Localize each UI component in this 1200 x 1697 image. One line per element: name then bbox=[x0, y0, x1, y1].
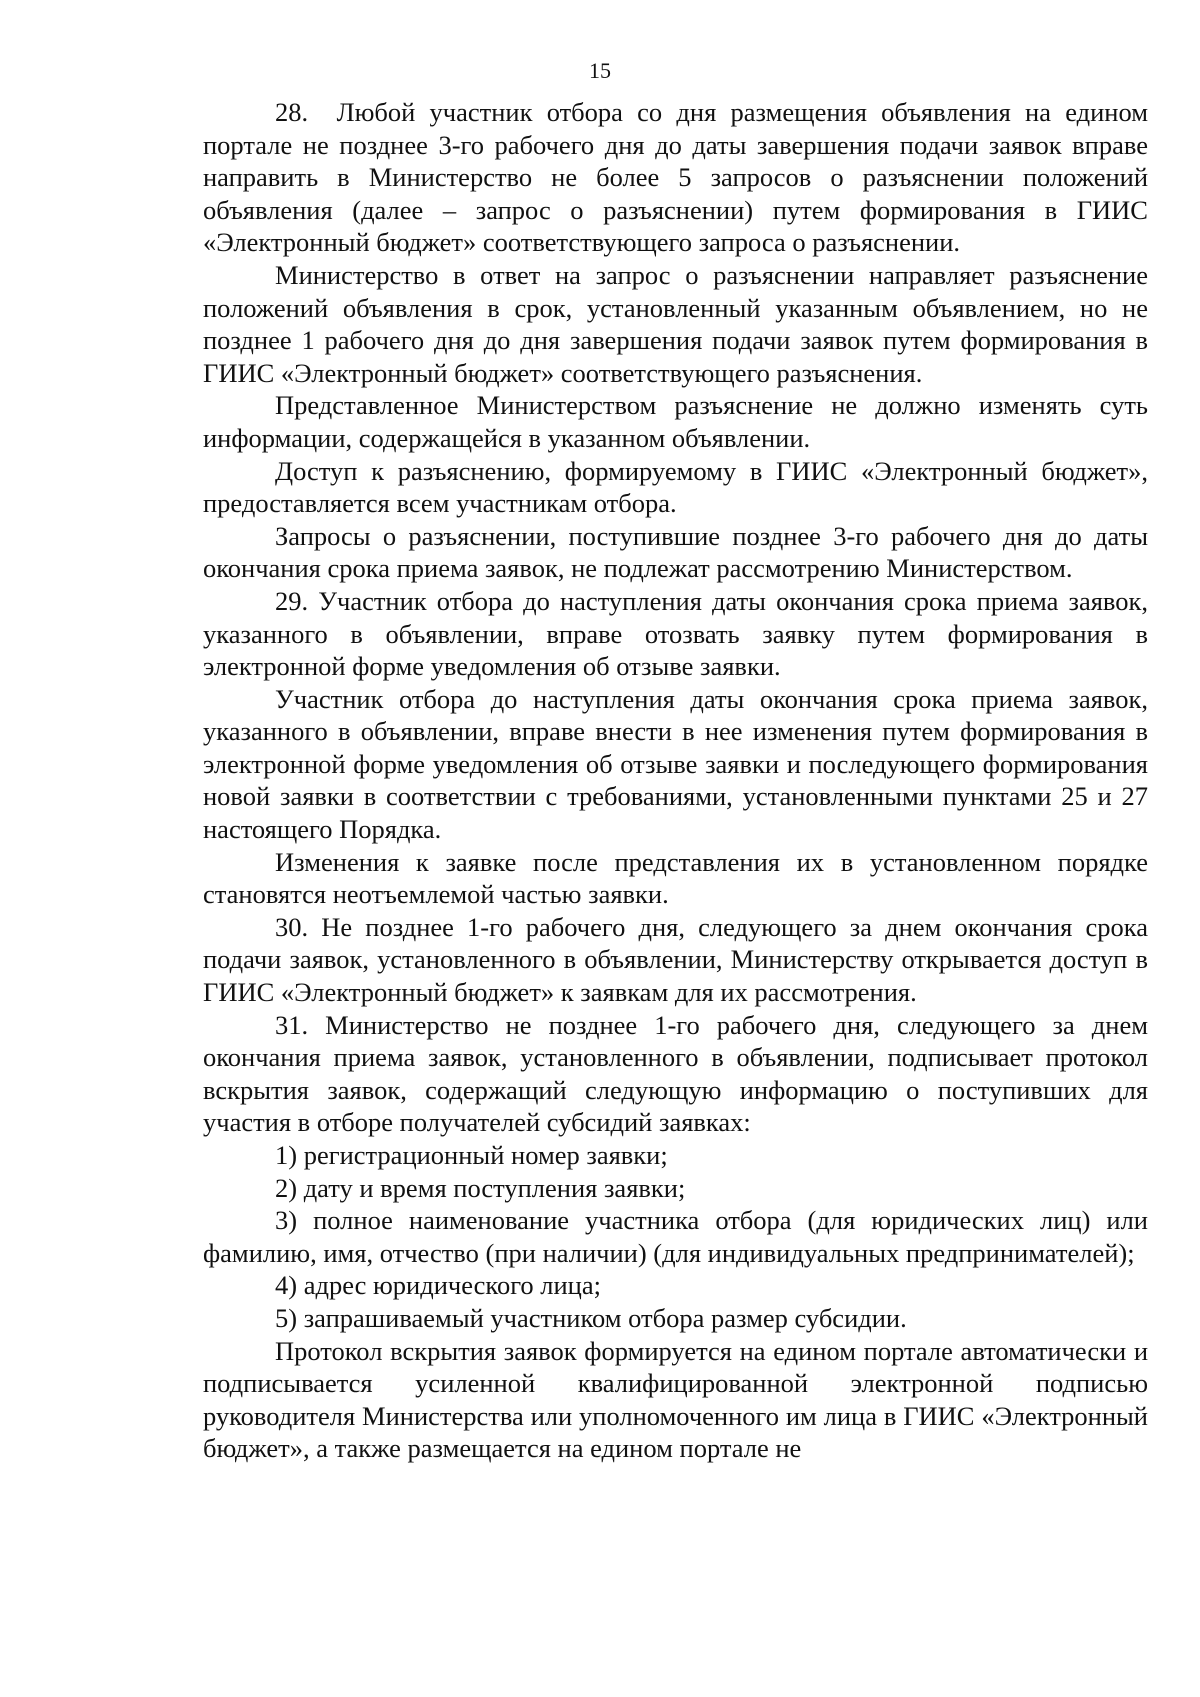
paragraph-clarification-access: Доступ к разъяснению, формируемому в ГИИС «Электронный бюджет», предоставляется всем участникам отбора. bbox=[203, 455, 1148, 519]
list-item-3: 3) полное наименование участника отбора (для юридических лиц) или фамилию, имя, отчество (при наличии) (для индивидуальных предпринимателей); bbox=[203, 1205, 1148, 1268]
paragraph-31: 31. Министерство не позднее 1-го рабочего дня, следующего за днем окончания приема заявок, установленного в объявлении, подписывает протокол вскрытия заявок, содержащий следующую информацию о поступивших для участия в отборе получателей субсидий заявках: bbox=[203, 1009, 1148, 1138]
paragraph-changes-integral: Изменения к заявке после представления их в установленном порядке становятся неотъемлемой частью заявки. bbox=[203, 846, 1148, 910]
list-item-4: 4) адрес юридического лица; bbox=[275, 1270, 601, 1301]
paragraph-protocol: Протокол вскрытия заявок формируется на едином портале автоматически и подписывается усиленной квалифицированной электронной подписью руководителя Министерства или уполномоченного им лица в ГИИС «Электронный бюджет», а также размещается на едином портале не bbox=[203, 1335, 1148, 1464]
paragraph-30: 30. Не позднее 1-го рабочего дня, следующего за днем окончания срока подачи заявок, установленного в объявлении, Министерству открывается доступ в ГИИС «Электронный бюджет» к заявкам для их рассмотрения. bbox=[203, 911, 1148, 1008]
paragraph-29: 29. Участник отбора до наступления даты окончания срока приема заявок, указанного в объявлении, вправе отозвать заявку путем формирования в электронной форме уведомления об отзыве заявки. bbox=[203, 585, 1148, 682]
paragraph-late-requests: Запросы о разъяснении, поступившие позднее 3-го рабочего дня до даты окончания срока приема заявок, не подлежат рассмотрению Министерством. bbox=[203, 520, 1148, 584]
page-number: 15 bbox=[589, 58, 611, 83]
paragraph-application-changes: Участник отбора до наступления даты окончания срока приема заявок, указанного в объявлении, вправе внести в нее изменения путем формирования в электронной форме уведомления об отзыве заявки и последующего формирования новой заявки в соответствии с требованиями, установленными пунктами 25 и 27 настоящего Порядка. bbox=[203, 683, 1148, 845]
document-body bbox=[203, 96, 1148, 1465]
paragraph-28: 28. Любой участник отбора со дня размещения объявления на едином портале не позднее 3-го рабочего дня до даты завершения подачи заявок вправе направить в Министерство не более 5 запросов о разъяснении положений объявления (далее – запрос о разъяснении) путем формирования в ГИИС «Электронный бюджет» соответствующего запроса о разъяснении. bbox=[203, 97, 1148, 258]
paragraph-clarification-scope: Представленное Министерством разъяснение не должно изменять суть информации, содержащейся в указанном объявлении. bbox=[203, 390, 1148, 453]
list-item-5: 5) запрашиваемый участником отбора размер субсидии. bbox=[275, 1302, 907, 1333]
paragraph-ministry-response: Министерство в ответ на запрос о разъяснении направляет разъяснение положений объявления в срок, установленный указанным объявлением, но не позднее 1 рабочего дня до дня завершения подачи заявок путем формирования в ГИИС «Электронный бюджет» соответствующего разъяснения. bbox=[203, 259, 1148, 388]
list-item-2: 2) дату и время поступления заявки; bbox=[275, 1172, 686, 1203]
list-item-1: 1) регистрационный номер заявки; bbox=[275, 1140, 668, 1170]
